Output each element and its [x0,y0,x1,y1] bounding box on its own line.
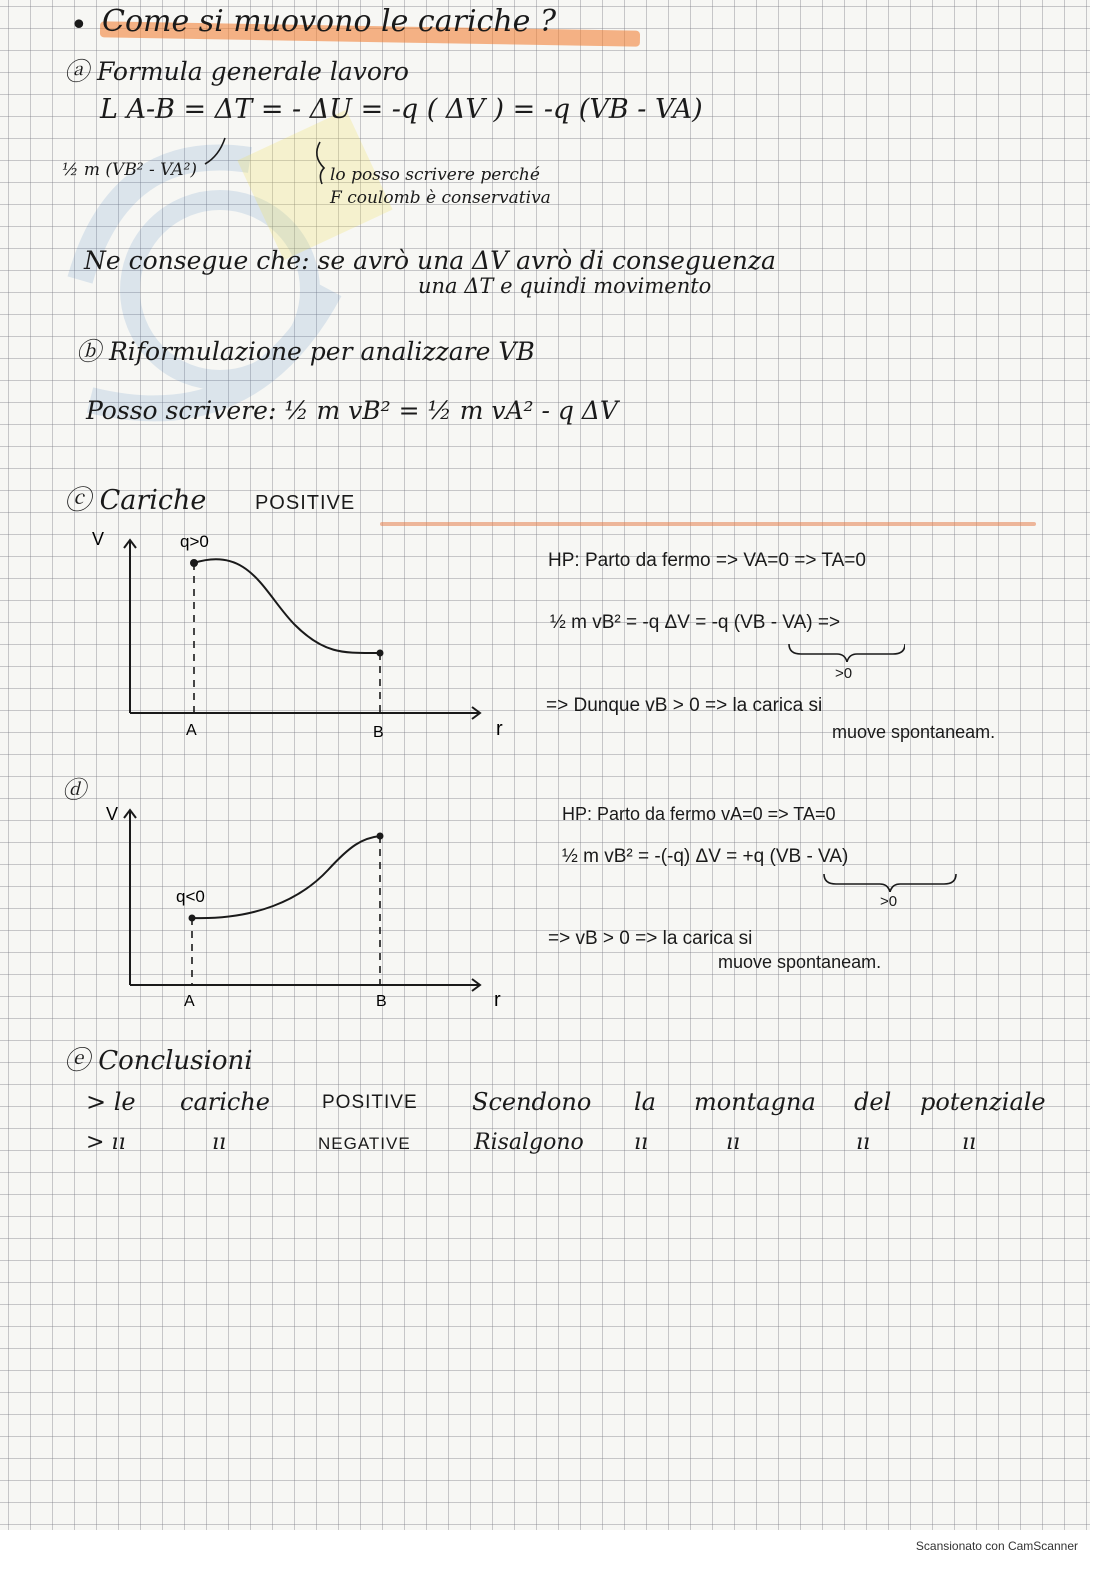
row1-c6: del [854,1088,892,1116]
row1-c7: potenziale [920,1088,1046,1116]
section-d-brace [820,870,960,892]
section-a-label: ⓐ Formula generale lavoro [64,57,409,86]
row2-c0: > ıı [86,1130,126,1155]
row1-c0: > le [86,1088,136,1116]
section-c-caps: POSITIVE [254,492,356,514]
graph-positive-charge [80,525,540,750]
work-equation: L A-B = ΔT = - ΔU = -q ( ΔV ) = -q (VB - VA) [100,94,703,125]
graph-d-point-b: B [376,993,387,1010]
row2-c4: ıı [634,1130,649,1155]
consequence-line-1: Ne consegue che: se avrò una ΔV avrò di conseguenza [84,246,776,275]
section-c-label [64,478,355,517]
consequence-line-2: una ΔT e quindi movimento [418,274,712,298]
section-c-hypothesis: HP: Parto da fermo => VA=0 => TA=0 [548,550,866,571]
graph-d-point-a: A [184,993,195,1010]
section-e-label: ⓔ Conclusioni [64,1046,253,1076]
section-c-brace [785,640,905,662]
graph-d-x-label: r [494,989,501,1011]
graph-c-point-a: A [186,722,197,739]
row2-c3: Risalgono [474,1130,584,1155]
section-c-brace-label: >0 [835,665,853,682]
section-c-conclusion-1: => Dunque vB > 0 => la carica si [546,695,823,716]
row1-c1: cariche [180,1088,270,1116]
row2-c6: ıı [856,1130,871,1155]
page-title: Come si muovono le cariche ? [102,4,557,39]
row1-c5: montagna [694,1088,816,1116]
section-b-label: ⓑ Riformulazione per analizzare VB [76,337,535,366]
row2-c2: NEGATIVE [318,1134,411,1153]
graph-c-charge: q>0 [180,532,209,551]
graph-d-y-label: V [106,804,119,824]
row1-c2: POSITIVE [322,1092,418,1113]
section-d-brace-label: >0 [880,893,898,910]
scanner-footer: Scansionato con CamScanner [915,1539,1078,1553]
graph-d-charge: q<0 [176,887,205,906]
graph-negative-charge [80,800,540,1015]
section-d-hypothesis: HP: Parto da fermo vA=0 => TA=0 [562,804,836,824]
section-d-label: ⓓ [62,776,86,804]
section-c-equation: ½ m vB² = -q ΔV = -q (VB - VA) => [550,612,841,633]
conclusion-row-positive [86,1088,1066,1120]
row1-c4: la [634,1088,656,1116]
brace-note-2: F coulomb è conservativa [330,188,551,208]
kinetic-energy-note: ½ m (VB² - VA²) [62,160,198,180]
row2-c5: ıı [726,1130,741,1155]
vb-equation: Posso scrivere: ½ m vB² = ½ m vA² - q ΔV [86,396,618,425]
bullet-dot: • [70,8,88,43]
row2-c1: ıı [212,1130,227,1155]
section-c-prefix: ⓒ Cariche [64,485,207,516]
graph-c-point-b: B [373,724,384,741]
graph-c-y-label: V [92,529,105,549]
brace-note-1: lo posso scrivere perché [330,165,540,185]
row1-c3: Scendono [472,1088,592,1116]
graph-c-x-label: r [496,718,503,740]
section-d-conclusion-1: => vB > 0 => la carica si [548,928,753,949]
section-d-equation: ½ m vB² = -(-q) ΔV = +q (VB - VA) [562,846,849,867]
section-c-conclusion-2: muove spontaneam. [832,722,996,742]
conclusion-row-negative [86,1130,1066,1162]
row2-c7: ıı [962,1130,977,1155]
section-d-conclusion-2: muove spontaneam. [718,952,882,972]
brace-arrows [195,130,335,190]
